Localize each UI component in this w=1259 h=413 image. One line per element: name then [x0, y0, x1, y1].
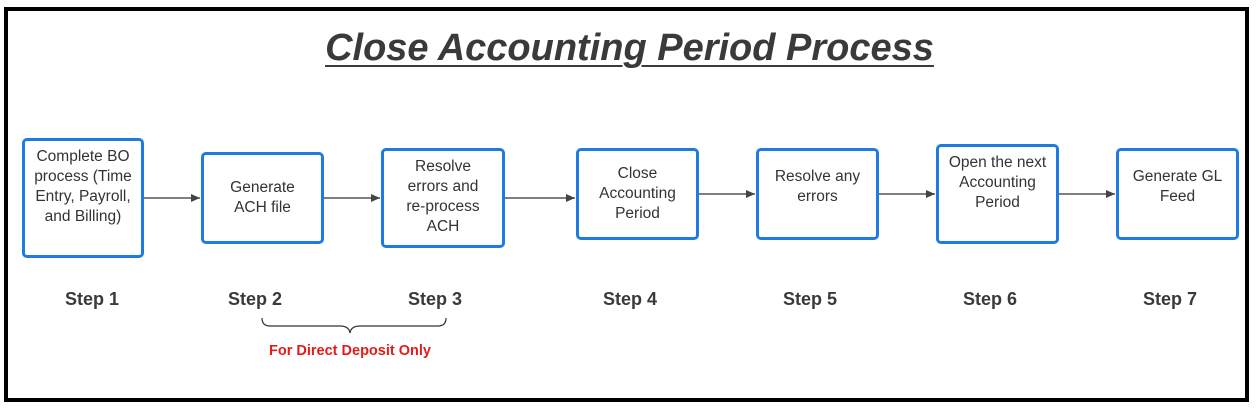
step-7-box-text: Generate GL Feed — [1132, 168, 1223, 205]
step-4-label: Step 4 — [602, 289, 658, 309]
step-3-box-text: Resolve errors and re-process ACH — [406, 158, 480, 235]
step-6-box-text: Open the next Accounting Period — [948, 154, 1047, 211]
step-4-box-text: Close Accounting Period — [599, 165, 676, 222]
step-5-box-text: Resolve any errors — [774, 168, 861, 205]
direct-deposit-bracket — [262, 318, 446, 333]
diagram-title: Close Accounting Period Process — [325, 27, 934, 69]
step-1-label: Step 1 — [64, 289, 120, 309]
direct-deposit-note: For Direct Deposit Only — [269, 343, 431, 359]
step-5-label: Step 5 — [782, 289, 838, 309]
step-2-label: Step 2 — [227, 289, 283, 309]
step-7-label: Step 7 — [1142, 289, 1198, 309]
step-2-box-text: Generate ACH file — [230, 179, 295, 216]
step-6-label: Step 6 — [962, 289, 1018, 309]
step-3-label: Step 3 — [407, 289, 463, 309]
step-1-box-text: Complete BO process (Time Entry, Payroll, and Billing) — [34, 148, 132, 225]
